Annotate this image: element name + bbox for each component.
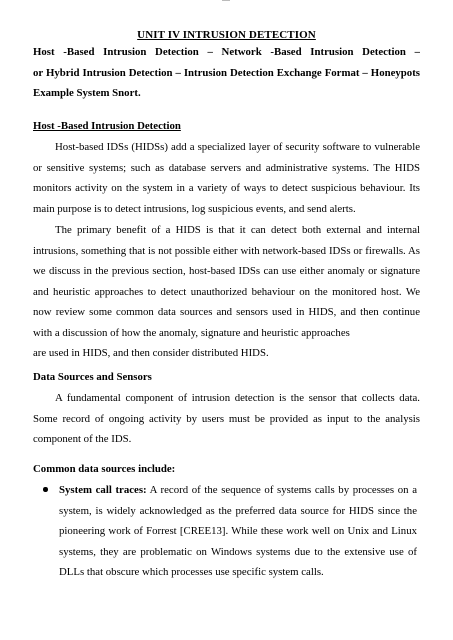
topics-line: or Hybrid Intrusion Detection – Intrusion Detection Exchange Format – Honeypots	[33, 66, 420, 79]
paragraph-line: Host-based IDSs (HIDSs) add a specialized layer of security software to vulnerable	[55, 141, 420, 153]
section-heading-hids: Host -Based Intrusion Detection	[33, 120, 181, 132]
bullet-line	[59, 480, 417, 501]
hids-paragraph-2	[33, 220, 420, 364]
section-heading-common-sources: Common data sources include:	[33, 463, 176, 475]
topics-list	[33, 42, 420, 104]
paragraph-line: component of the IDS.	[33, 433, 132, 445]
paragraph-line: or sensitive systems; such as database servers and administrative systems. The HIDS	[33, 161, 420, 174]
paragraph-line: The primary benefit of a HIDS is that it can detect both external and internal	[55, 224, 420, 236]
bullet-line: pioneering work of Forrest [CREE13]. While these work well on Unix and Linux	[59, 525, 417, 537]
paragraph-line: Some record of ongoing activity by users must be provided as input to the analysis	[33, 412, 420, 425]
bullet-line-text: A record of the sequence of systems calls by processes on a	[146, 484, 417, 496]
bullet-term: System call traces:	[59, 484, 147, 496]
page-top-mark	[222, 0, 230, 1]
unit-title: UNIT IV INTRUSION DETECTION	[137, 29, 316, 41]
paragraph-line: and heuristic approaches to detect unauthorized behaviour on the monitored host. We	[33, 285, 420, 298]
paragraph-line: with a discussion of how the anomaly, signature and heuristic approaches	[33, 326, 350, 339]
bullet-line: system, is widely acknowledged as the preferred data source for HIDS since the	[59, 504, 417, 517]
paragraph-line: now review some common data sources and sensors used in HIDS, and then continue	[33, 306, 420, 318]
paragraph-line: are used in HIDS, and then consider distributed HIDS.	[33, 347, 269, 359]
bullet-text	[59, 480, 417, 583]
paragraph-line: main purpose is to detect intrusions, log suspicious events, and send alerts.	[33, 202, 356, 215]
topics-line: Example System Snort.	[33, 87, 141, 99]
hids-paragraph-1	[33, 137, 420, 219]
paragraph-line: monitors activity on the system in a variety of ways to detect suspicious behaviour. Its	[33, 182, 420, 194]
data-sources-paragraph	[33, 388, 420, 450]
bullet-line: systems, they are problematic on Windows systems due to the extensive use of	[59, 545, 417, 558]
paragraph-line: intrusions, something that is not possible either with network-based IDSs or firewalls. As	[33, 244, 420, 257]
bullet-icon	[43, 487, 48, 492]
bullet-line: DLLs that obscure which processes use specific system calls.	[59, 566, 324, 578]
section-heading-data-sources: Data Sources and Sensors	[33, 371, 152, 383]
paragraph-line: A fundamental component of intrusion detection is the sensor that collects data.	[55, 392, 420, 404]
topics-line: Host -Based Intrusion Detection – Network -Based Intrusion Detection –	[33, 46, 420, 58]
paragraph-line: we discuss in the previous section, host-based IDSs can use either anomaly or signature	[33, 265, 420, 277]
